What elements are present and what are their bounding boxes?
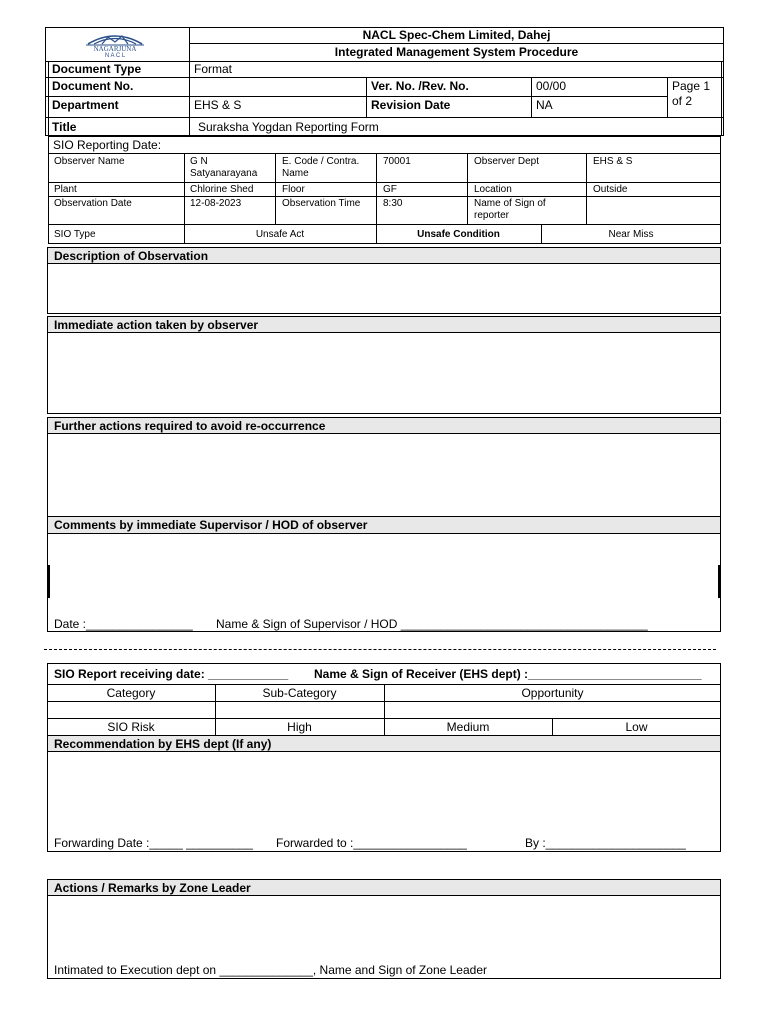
risk-label: SIO Risk — [107, 720, 155, 734]
ecode-label: E. Code / Contra. Name — [282, 156, 360, 179]
risk-high: High — [287, 720, 312, 734]
plant-label: Plant — [54, 184, 77, 195]
revision-date-label: Revision Date — [371, 98, 451, 112]
doc-type-label: Document Type — [52, 62, 142, 76]
rule — [48, 61, 49, 136]
forwarded-by: By :_____________________ — [525, 836, 686, 850]
title-label: Title — [52, 120, 77, 134]
rule — [48, 196, 721, 197]
category-label: Category — [106, 686, 156, 700]
doc-no-label: Document No. — [52, 79, 134, 93]
observer-dept-value: EHS & S — [593, 156, 633, 167]
department-value: EHS & S — [194, 98, 242, 112]
page-info: Page 1 of 2 — [672, 79, 711, 108]
company-logo — [82, 30, 148, 60]
forwarding-date: Forwarding Date :_____ __________ — [54, 836, 253, 850]
sio-type-label: SIO Type — [54, 229, 96, 240]
zone-leader-header: Actions / Remarks by Zone Leader — [47, 879, 721, 896]
sio-reporting-date-label: SIO Reporting Date: — [53, 138, 162, 152]
sio-type-near-miss: Near Miss — [608, 229, 654, 240]
risk-low: Low — [625, 720, 648, 734]
logo-subtext: N A C L — [104, 53, 126, 59]
rule — [531, 77, 532, 117]
reporter-sign-label: Name of Sign of reporter — [474, 198, 546, 221]
system-name: Integrated Management System Procedure — [334, 45, 579, 59]
forwarded-to: Forwarded to :_________________ — [276, 836, 467, 850]
further-actions-header: Further actions required to avoid re-occurrence — [47, 417, 721, 434]
recommendation-header: Recommendation by EHS dept (If any) — [47, 735, 721, 752]
plant-value: Chlorine Shed — [190, 184, 254, 195]
obs-time-label: Observation Time — [282, 198, 361, 209]
rule — [721, 61, 722, 136]
floor-value: GF — [383, 184, 397, 195]
observer-dept-label: Observer Dept — [474, 156, 540, 167]
comments-right-mark — [718, 565, 720, 598]
ver-label: Ver. No. /Rev. No. — [371, 79, 469, 93]
ecode-value: 70001 — [383, 156, 411, 167]
department-label: Department — [52, 98, 119, 112]
rule — [667, 77, 668, 117]
immediate-action-field[interactable] — [47, 332, 721, 414]
subcategory-label: Sub-Category — [262, 686, 337, 700]
rule — [275, 153, 276, 224]
opportunity-label: Opportunity — [521, 686, 584, 700]
ver-value: 00/00 — [536, 79, 567, 93]
location-label: Location — [474, 184, 512, 195]
receiver-sign: Name & Sign of Receiver (EHS dept) :__________________________ — [314, 667, 702, 681]
company-name: NACL Spec-Chem Limited, Dahej — [362, 28, 551, 42]
rule — [48, 182, 721, 183]
floor-label: Floor — [282, 184, 305, 195]
sio-type-unsafe-condition: Unsafe Condition — [417, 229, 500, 240]
sio-type-unsafe-act: Unsafe Act — [255, 229, 305, 240]
rule — [45, 117, 724, 118]
obs-time-value: 8:30 — [383, 198, 403, 209]
description-header: Description of Observation — [47, 247, 721, 264]
doc-type-value: Format — [194, 62, 233, 76]
comments-date: Date :________________ — [54, 617, 193, 631]
description-field[interactable] — [47, 263, 721, 314]
cut-line — [44, 649, 716, 650]
rule — [45, 77, 724, 78]
comments-header: Comments by immediate Supervisor / HOD of observer — [47, 516, 721, 534]
rule — [366, 77, 367, 117]
observer-name-label: Observer Name — [54, 156, 125, 167]
rule — [48, 224, 721, 225]
location-value: Outside — [593, 184, 628, 195]
immediate-action-header: Immediate action taken by observer — [47, 316, 721, 333]
further-actions-field[interactable] — [47, 433, 721, 517]
revision-date-value: NA — [536, 98, 553, 112]
comments-sign: Name & Sign of Supervisor / HOD _____________________________________ — [216, 617, 648, 631]
rule — [586, 153, 587, 224]
rule — [45, 61, 724, 62]
rule — [189, 43, 724, 44]
rule — [48, 153, 721, 154]
rule — [467, 153, 468, 224]
intimated-line: Intimated to Execution dept on ______________, Name and Sign of Zone Leader — [54, 963, 487, 977]
obs-date-value: 12-08-2023 — [190, 198, 242, 209]
rule — [45, 96, 667, 97]
risk-medium: Medium — [446, 720, 490, 734]
observer-name-value: G N Satyanarayana — [190, 156, 258, 179]
title-value: Suraksha Yogdan Reporting Form — [198, 120, 379, 134]
logo-text: NAGARJUNA — [93, 45, 137, 53]
comments-left-mark — [48, 565, 50, 598]
obs-date-label: Observation Date — [54, 198, 132, 209]
receiving-date: SIO Report receiving date: ____________ — [54, 667, 289, 681]
